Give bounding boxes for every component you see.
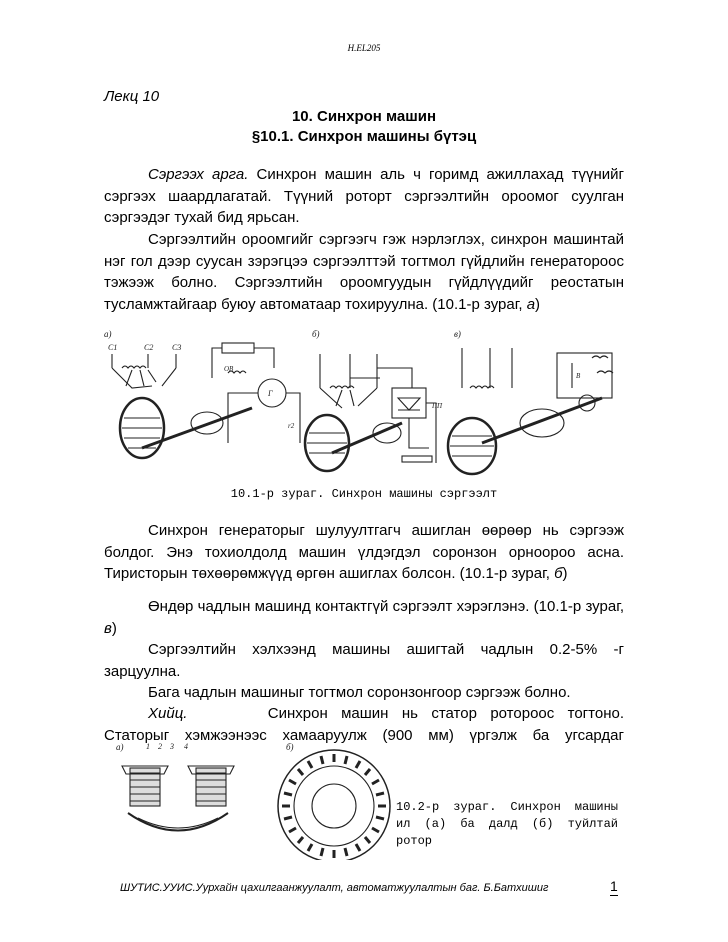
label-g: Г [268, 389, 273, 398]
figure-ref: б [554, 565, 563, 582]
paragraph-text: Синхрон машин нь статор ротороос тогтоно. [267, 705, 624, 722]
label-3: 3 [170, 742, 174, 751]
paragraph-construction [104, 703, 624, 725]
figure-panel-a [104, 329, 300, 458]
figure-10-2-rotor-drawings [108, 738, 398, 860]
label-1: 1 [146, 742, 150, 751]
figure-ref: а [526, 295, 536, 313]
label-c3: C3 [172, 343, 182, 352]
paragraph-stator: Статорыг хэмжээнээс хамааруулж (900 мм) үргэлж ба угсардаг [104, 727, 624, 744]
paragraph-permanent-magnets: Бага чадлын машиныг тогтмол соронзонгоор сэргээж болно. [148, 684, 571, 701]
paragraph-text: Синхрон машин аль ч горимд ажиллахад түүнийг сэргээх шаардлагатай. Түүний роторт сэргээлтийн ороомог суулган сэргээдэг тухай бид ярьсан. [104, 166, 624, 226]
paragraph-self-excitation [104, 520, 624, 585]
figure-10-1-excitation-diagrams [102, 328, 632, 480]
panel-label-b: б) [312, 329, 320, 339]
paragraph-dc-generator [104, 229, 624, 315]
paragraph-text: Өндөр чадлын машинд контактгүй сэргээлт хэрэглэнэ. (10.1-р зураг, [148, 598, 624, 615]
figure-2-panel-b [278, 742, 390, 860]
label-ov: ОВ [224, 365, 234, 373]
paragraph-text: ) [562, 565, 568, 582]
label-r2: r2 [288, 422, 295, 430]
label-c1: C1 [108, 343, 118, 352]
section-title: §10.1. Синхрон машины бүтэц [251, 128, 477, 145]
panel-label-b: б) [286, 742, 294, 752]
paragraph-brushless [104, 596, 624, 639]
term-excitation-method: Сэргээх арга. [148, 166, 249, 183]
panel-label-a: а) [116, 742, 124, 752]
lecture-label: Лекц 10 [104, 88, 160, 105]
panel-label-a: а) [104, 329, 112, 339]
figure-ref: в [104, 619, 112, 637]
term-construction: Хийц. [148, 705, 188, 722]
paragraph-power-share: Сэргээлтийн хэлхээнд машины ашигтай чадлын 0.2-5% -г зарцуулна. [104, 641, 624, 680]
label-c2: C2 [144, 343, 154, 352]
label-2: 2 [158, 742, 162, 751]
page-header-code: H.EL205 [347, 43, 381, 53]
page-footer: ШУТИС.УУИС.Уурхайн цахилгаанжуулалт, автоматжуулалтын баг. Б.Батхишиг [120, 882, 549, 894]
label-v: В [576, 372, 581, 380]
figure-panel-b [305, 329, 443, 471]
paragraph-text: ) [111, 619, 117, 637]
panel-label-c: в) [454, 329, 461, 339]
figure-2-panel-a [116, 742, 234, 831]
figure-10-1-caption: 10.1-р зураг. Синхрон машины сэргээлт [230, 487, 498, 501]
label-pp: ПП [432, 402, 443, 410]
label-4: 4 [184, 742, 188, 751]
paragraph-excitation-method [104, 164, 624, 229]
figure-panel-c [448, 329, 613, 474]
paragraph-text: Синхрон генераторыг шулуултгагч ашиглан өөрөөр нь сэргээж болдог. Энэ тохиолдолд машин үлдэгдэл соронзон орноороо асна. Тиристорын төхөөрөмжүүд өргөн ашиглах болсон. (10.1-р зураг, [104, 522, 624, 582]
paragraph-text: ) [535, 295, 541, 313]
paragraph-text: Сэргээлтийн ороомгийг сэргээгч гэж нэрлэглэх, синхрон машинтай нэг гол дээр суусан зэрэгцээ сэргээлттэй тогтмол гүйдлийн генератороос тэжээж болно. Сэргээлтийн ороомгуудын гүйдлүүдийг реостатын тусламжтайгаар буюу автоматаар тохируулна. (10.1-р зураг, [104, 231, 624, 313]
page-number: 1 [610, 878, 618, 894]
figure-10-2-caption: 10.2-р зураг. Синхрон машины ил (а) ба далд (б) туйлтай ротор [396, 800, 618, 848]
chapter-title: 10. Синхрон машин [291, 108, 437, 125]
